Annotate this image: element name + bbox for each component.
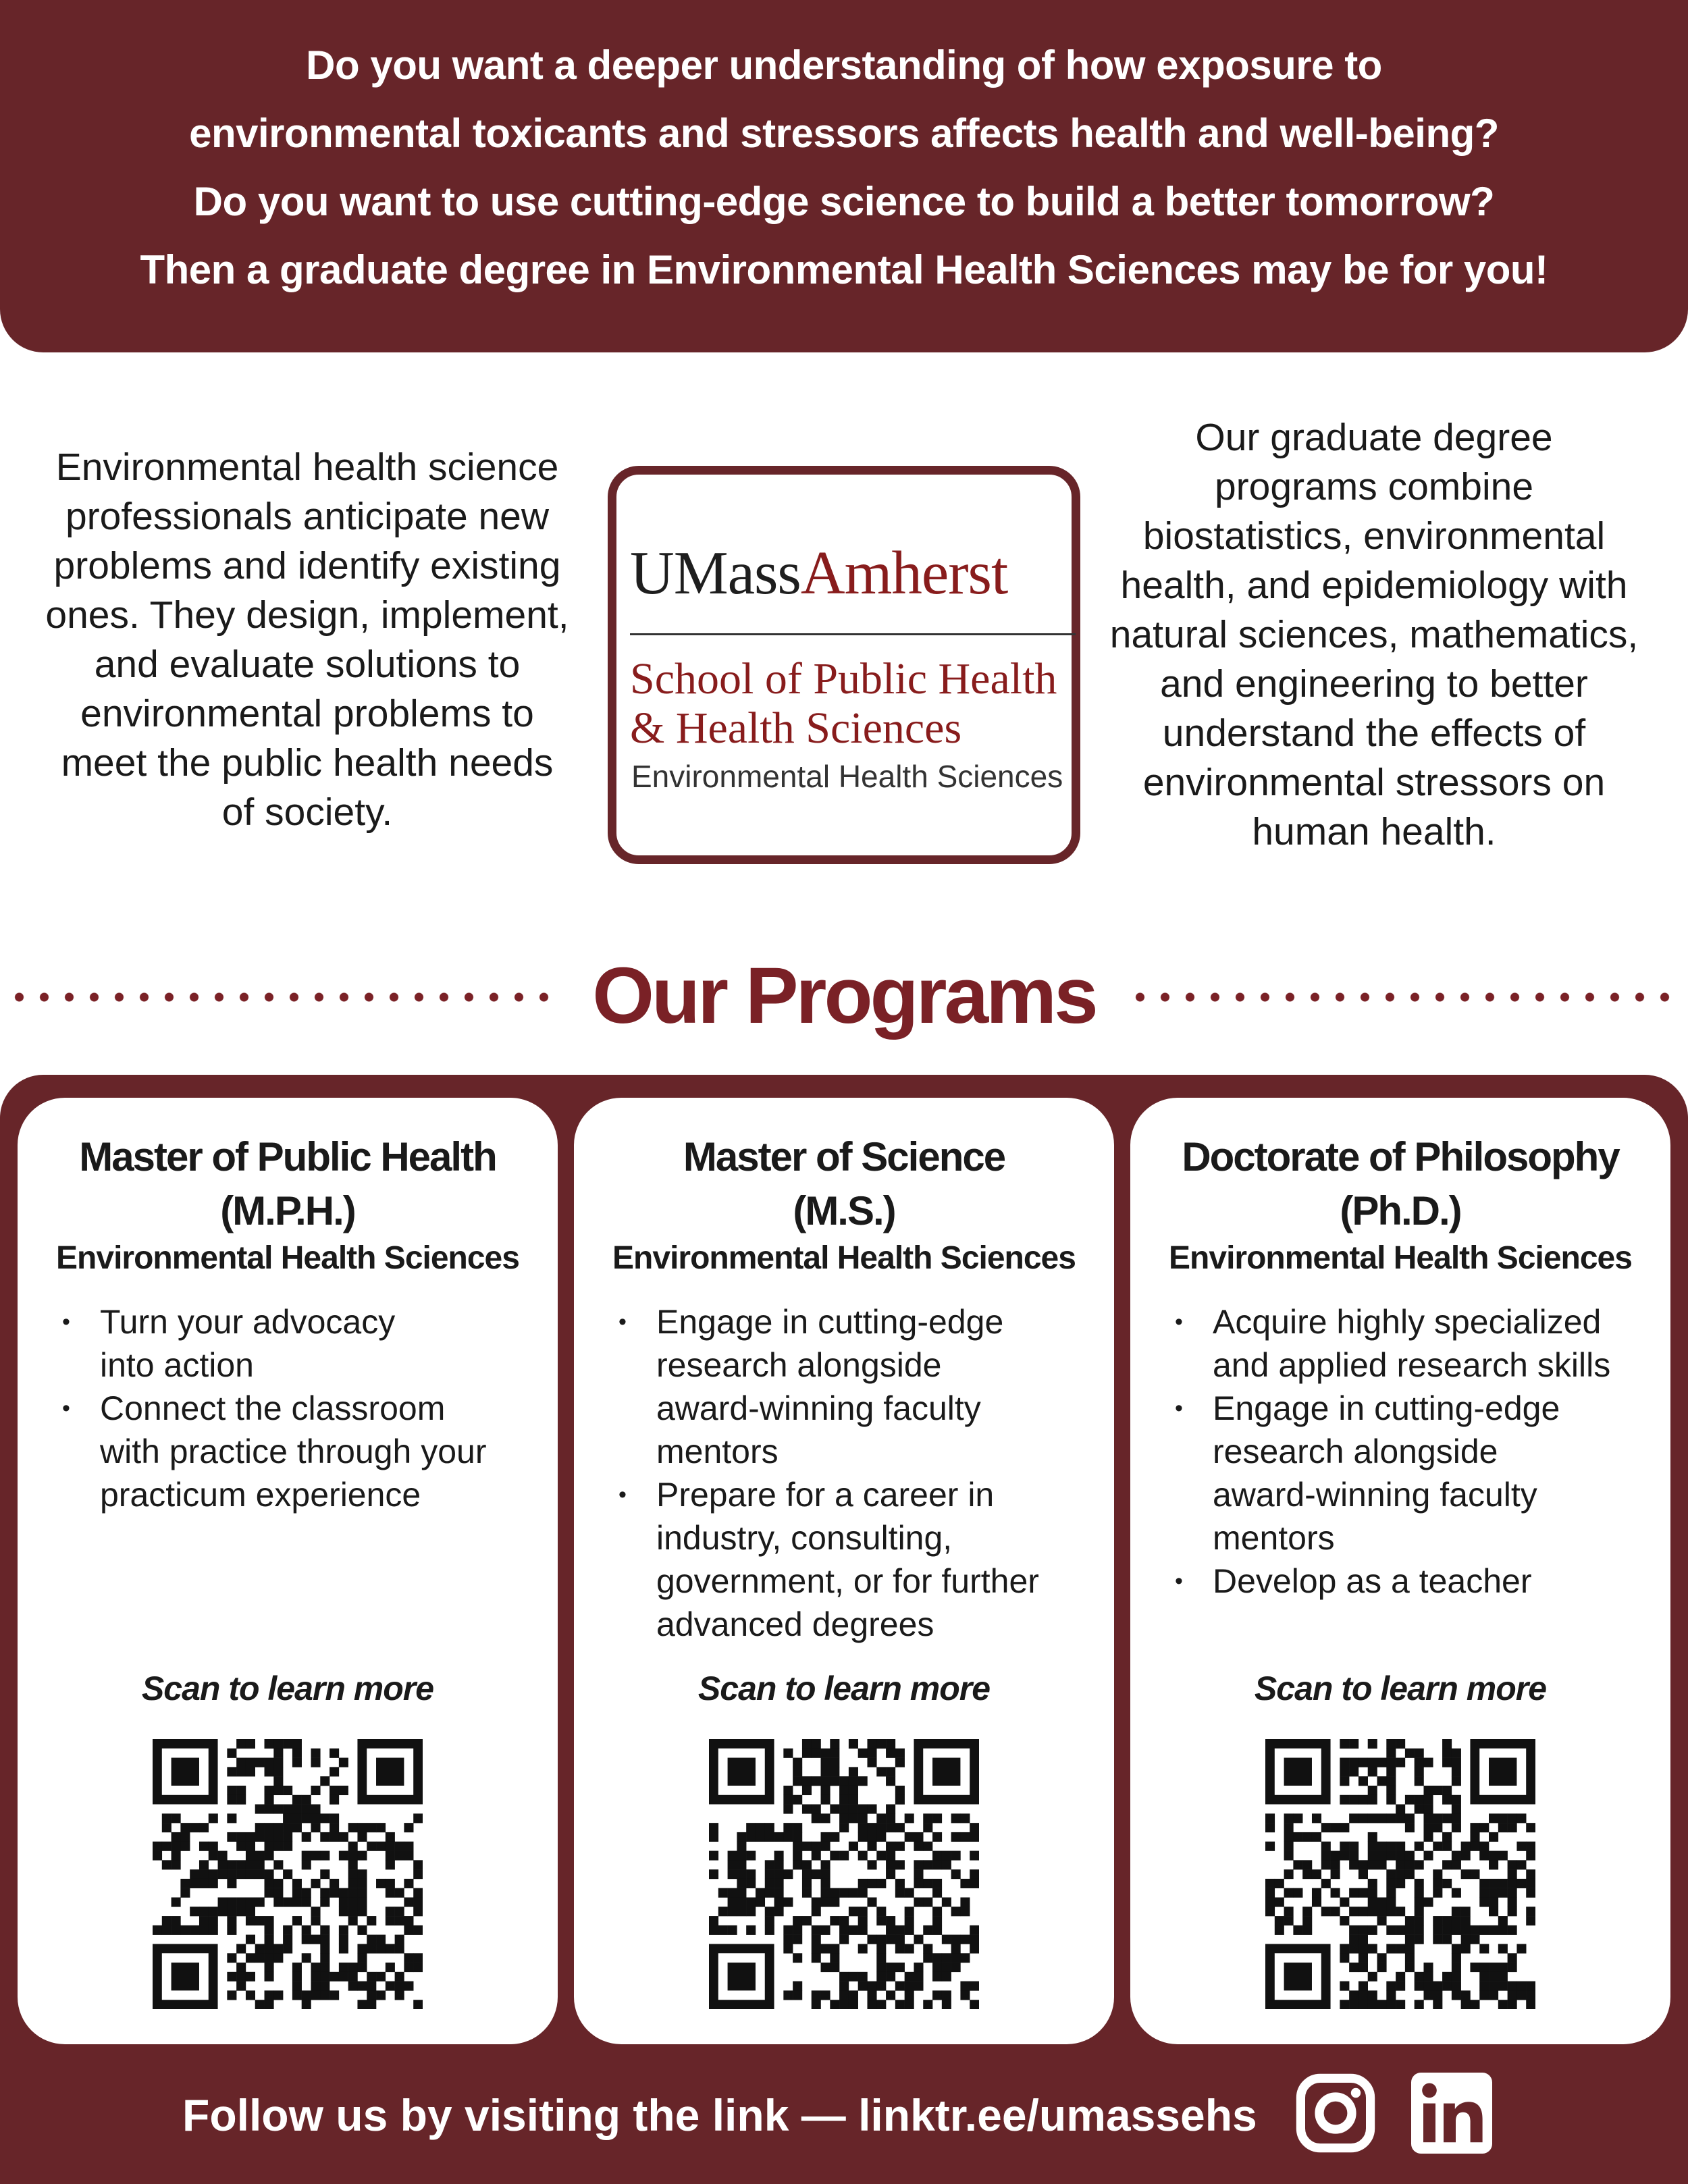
bullet-line: • Develop as a teacher xyxy=(1213,1562,1532,1600)
program-degree-abbrev: (M.S.) xyxy=(793,1188,895,1233)
program-degree-abbrev: (M.P.H.) xyxy=(220,1188,355,1233)
program-title-line: Master of Public Health xyxy=(79,1134,496,1179)
bullet-line: award-winning faculty xyxy=(1213,1476,1537,1514)
text-line: biostatistics, environmental xyxy=(1142,514,1606,558)
program-title xyxy=(18,1130,558,1238)
banner-line: Do you want a deeper understanding of how exposure to xyxy=(306,43,1382,88)
program-card-phd xyxy=(1130,1098,1670,2044)
program-bullet-list xyxy=(1171,1300,1657,1603)
text-line: ones. They design, implement, xyxy=(45,593,569,637)
program-subtitle: Environmental Health Sciences xyxy=(1169,1240,1632,1276)
scan-label: Scan to learn more xyxy=(1254,1670,1547,1707)
text-line: natural sciences, mathematics, xyxy=(1109,613,1639,656)
program-bullet-list xyxy=(58,1300,544,1516)
bullet-line: • Engage in cutting-edge xyxy=(656,1303,1004,1341)
programs-heading: Our Programs xyxy=(592,951,1096,1040)
banner-line: Then a graduate degree in Environmental Health Sciences may be for you! xyxy=(140,247,1548,292)
linkedin-icon[interactable] xyxy=(1411,2073,1492,2154)
text-line: and evaluate solutions to xyxy=(94,643,521,686)
bullet-item xyxy=(614,1473,1101,1646)
bullet-line: research alongside xyxy=(1213,1433,1498,1470)
bullet-line: practicum experience xyxy=(100,1476,421,1514)
bullet-line: mentors xyxy=(656,1433,779,1470)
qr-code[interactable] xyxy=(709,1739,979,2009)
intro-left-text xyxy=(20,443,594,837)
banner-line: environmental toxicants and stressors affects health and well-being? xyxy=(189,111,1499,156)
text-line: understand the effects of xyxy=(1162,712,1586,755)
bullet-line: and applied research skills xyxy=(1213,1346,1611,1384)
bullet-line: advanced degrees xyxy=(656,1605,934,1643)
text-line: meet the public health needs xyxy=(61,741,554,784)
instagram-icon[interactable] xyxy=(1295,2073,1376,2154)
bullet-line: • Turn your advocacy xyxy=(100,1303,396,1341)
bullet-line: with practice through your xyxy=(100,1433,487,1470)
bullet-line: • Engage in cutting-edge xyxy=(1213,1389,1560,1427)
umass-logo xyxy=(608,466,1080,864)
text-line: professionals anticipate new xyxy=(65,495,550,538)
banner-line: Do you want to use cutting-edge science to build a better tomorrow? xyxy=(193,179,1495,224)
program-subtitle: Environmental Health Sciences xyxy=(56,1240,519,1276)
program-title-line: Master of Science xyxy=(683,1134,1005,1179)
logo-department: Environmental Health Sciences xyxy=(631,759,1063,794)
text-line: health, and epidemiology with xyxy=(1120,564,1628,607)
bullet-item xyxy=(1171,1560,1657,1603)
program-degree-abbrev: (Ph.D.) xyxy=(1340,1188,1461,1233)
intro-banner xyxy=(0,0,1688,352)
program-card-ms xyxy=(574,1098,1114,2044)
logo-divider xyxy=(630,633,1076,635)
logo-school-line: & Health Sciences xyxy=(630,703,962,753)
qr-code[interactable] xyxy=(153,1739,423,2009)
program-title xyxy=(574,1130,1114,1238)
program-title xyxy=(1130,1130,1670,1238)
program-subtitle: Environmental Health Sciences xyxy=(612,1240,1076,1276)
bullet-line: research alongside xyxy=(656,1346,942,1384)
scan-label: Scan to learn more xyxy=(141,1670,434,1707)
text-line: environmental problems to xyxy=(80,692,534,735)
bullet-line: award-winning faculty xyxy=(656,1389,981,1427)
bullet-line: • Acquire highly specialized xyxy=(1213,1303,1602,1341)
text-line: Our graduate degree xyxy=(1195,416,1553,459)
bullet-line: into action xyxy=(100,1346,254,1384)
text-line: Environmental health science xyxy=(55,446,559,489)
bullet-item xyxy=(58,1300,544,1387)
bullet-item xyxy=(1171,1300,1657,1387)
bullet-line: • Connect the classroom xyxy=(100,1389,446,1427)
bullet-line: • Prepare for a career in xyxy=(656,1476,995,1514)
bullet-item xyxy=(614,1300,1101,1473)
bullet-line: industry, consulting, xyxy=(656,1519,953,1557)
dotted-divider-right xyxy=(1128,992,1681,1002)
bullet-item xyxy=(1171,1387,1657,1560)
text-line: of society. xyxy=(221,791,393,834)
logo-wordmark xyxy=(630,539,1008,607)
text-line: problems and identify existing xyxy=(53,544,561,587)
program-card-mph xyxy=(18,1098,558,2044)
logo-school-line: School of Public Health xyxy=(630,654,1057,703)
scan-label: Scan to learn more xyxy=(697,1670,991,1707)
footer-link-text[interactable]: Follow us by visiting the link — linktr.ee/umassehs xyxy=(182,2090,1257,2140)
qr-code[interactable] xyxy=(1265,1739,1535,2009)
text-line: environmental stressors on xyxy=(1142,761,1606,804)
bullet-line: mentors xyxy=(1213,1519,1335,1557)
bullet-line: government, or for further xyxy=(656,1562,1039,1600)
logo-umass: UMass xyxy=(630,539,801,607)
program-bullet-list xyxy=(614,1300,1101,1646)
intro-right-text xyxy=(1080,413,1668,857)
bullet-item xyxy=(58,1387,544,1516)
text-line: programs combine xyxy=(1214,465,1534,508)
text-line: and engineering to better xyxy=(1160,662,1588,705)
program-title-line: Doctorate of Philosophy xyxy=(1182,1134,1619,1179)
logo-amherst: Amherst xyxy=(800,539,1008,607)
text-line: human health. xyxy=(1252,810,1496,853)
